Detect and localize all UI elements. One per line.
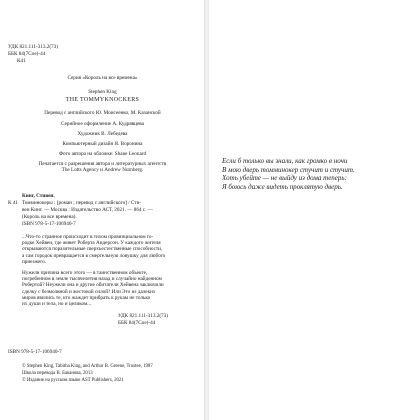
copyright-line-3: © Издание на русском языке AST Publishers, 2021 <box>22 378 124 383</box>
copyright-line-2: Школа перевода В. Баканова, 2013 <box>22 371 93 376</box>
copyright-line-1: © Stephen King, Tabitha King, and Arthur B. Greene, Trustee, 1987 <box>22 364 153 369</box>
catalog-line-3: (Король на все времена). <box>22 214 77 220</box>
series-design: Серийное оформление А. Кудрявцева <box>61 121 144 127</box>
original-author: Stephen King <box>88 89 117 95</box>
original-title: THE TOMMYKNOCKERS <box>65 97 140 103</box>
epigraph-line-3: Хоть убейте — не выйду из дома теперь: <box>222 174 347 183</box>
computer-design: Компьютерный дизайн Я. Воронина <box>62 141 143 147</box>
bbk-code-bottom: ББК 84(7Сое)-44 <box>118 320 156 326</box>
catalog-line-1: Томминокеры : [роман ; перевод с английского] / Сти- <box>22 200 142 206</box>
catalog-author: Кинг, Стивен. <box>22 193 55 199</box>
cover-photo-credit: Фото автора на обложке: Shane Leonard <box>58 151 147 157</box>
epigraph <box>222 157 355 191</box>
author-mark: К41 <box>17 58 26 64</box>
abstract-paragraph-2: Нужели причина всего этого — в таинственном объекте, погребенном в земле тысячелетия назад и случайно найденном Робертой? Неужели она и другие обитатели Хейвена заключили сделку с безмолвной и жестокой силой? Или Это из далеких миров явились те, кто жаждет прибрать к рукам не только их души и тела, но и целиком... <box>22 270 164 308</box>
series-line: Серия «Король на все времена» <box>67 75 138 81</box>
catalog-index: К 41 <box>8 200 18 206</box>
catalog-isbn: ISBN 978-5-17-106940-7 <box>22 221 76 227</box>
permission-line-1: Печатается с разрешения автора и литературных агентств <box>38 161 167 167</box>
permission-line-2: The Lotts Agency и Andrew Nurnberg. <box>61 167 144 173</box>
epigraph-line-1: Если б только вы знали, как громко в ночи <box>222 157 348 165</box>
udk-code: УДК 821.111-313.2(73) <box>8 44 58 50</box>
right-page <box>209 0 420 420</box>
abstract-paragraph-1: ...Что-то странное происходит в тихом провинциальном го- родке Хейвен, где живет Роберта Андерсон. У каждого жителя открываются поразительные сверхъестественные способности, а сам городок превращается в смертельную ловушку для любого приезжего. <box>22 234 166 265</box>
epigraph-line-4: Я боюсь даже видеть проклятую дверь. <box>222 182 343 191</box>
left-page <box>0 0 205 420</box>
artist-credit: Художник В. Лебедева <box>77 131 128 137</box>
catalog-line-2: вен Кинг. — Москва : Издательство АСТ, 2021. — 864 с. — <box>22 207 153 213</box>
translators: Перевод с английского Ю. Моисеенко, М. Казанской <box>44 110 161 116</box>
isbn: ISBN 978-5-17-106940-7 <box>8 349 62 355</box>
udk-code-bottom: УДК 821.111-313.2(73) <box>118 313 168 319</box>
epigraph-line-2: В мою дверь томминокер стучит и стучит. <box>222 165 355 174</box>
bbk-code: ББК 84(7Сое)-44 <box>8 51 46 57</box>
